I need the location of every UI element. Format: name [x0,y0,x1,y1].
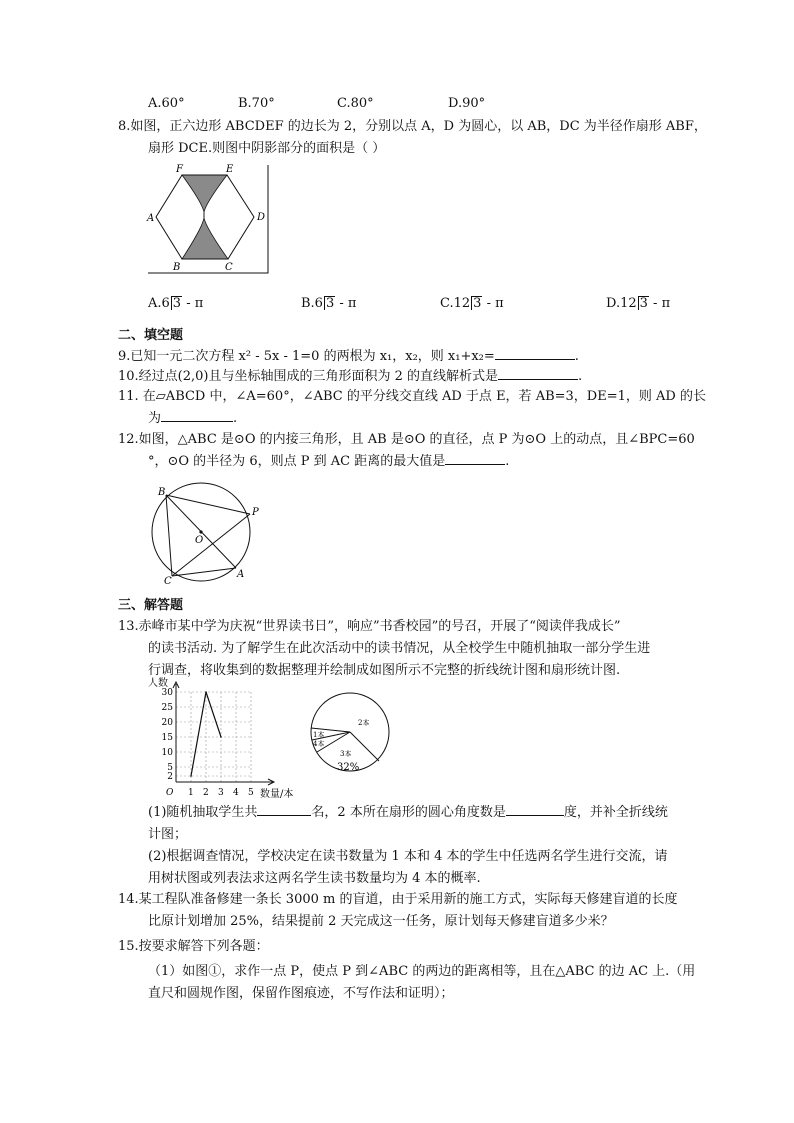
y-tick-label: 2 [167,772,173,782]
line-chart-xlabel: 数量/本 [260,789,294,800]
pie-label-4: 4本 [313,740,325,748]
label-a: A [147,213,155,224]
line-chart-point [190,775,192,777]
label-f: F [176,164,183,175]
y-tick-label: 10 [161,748,173,758]
q8-line1: 8.如图，正六边形 ABCDEF 的边长为 2，分别以点 A，D 为圆心，以 AB，DC 为半径作扇形 ABF， [118,119,707,134]
q13-sub1: (1)随机抽取学生共 名，2 本所在扇形的圆心角度数是 度，并补全折线统 [148,805,668,820]
q12-circle-figure [146,480,261,587]
q13-line2: 的读书活动. 为了解学生在此次活动中的读书情况，从全校学生中随机抽取一部分学生进 [148,641,651,656]
q7-option-a: A.60° [148,96,185,111]
q13-sub2-line2: 用树状图或列表法求这两名学生读书数量均为 4 本的概率. [148,871,481,886]
q11-line1: 11. 在▱ABCD 中，∠A=60°，∠ABC 的平分线交直线 AD 于点 E，若 AB=3，DE=1，则 AD 的长 [118,389,706,404]
label-c: C [225,262,233,273]
x-tick-label: 4 [233,788,239,798]
q15-line2: 直尺和圆规作图，保留作图痕迹，不写作法和证明）； [148,986,454,1001]
y-tick-label: 5 [167,763,173,773]
label-c: C [164,576,172,587]
x-tick-label: 5 [248,788,254,798]
q13-sub1-cont: 计图； [148,827,188,842]
q7-option-c: C.80° [337,96,374,111]
q13-line1: 13.赤峰市某中学为庆祝“世界读书日”，响应”书香校园”的号召，开展了“阅读伴我成长” [118,619,621,634]
q8-option-b: B.6 3 - π [301,296,357,311]
q10: 10.经过点(2,0)且与坐标轴围成的三角形面积为 2 的直线解析式是 . [118,369,583,384]
line-chart-point [205,691,207,693]
q12-line1: 12.如图，△ABC 是⊙O 的内接三角形，且 AB 是⊙O 的直径，点 P 为⊙O 上的动点，且∠BPC=60 [118,432,695,447]
q8-hexagon-figure [140,160,275,278]
q11-line2: 为 . [148,411,238,426]
q13-line3: 行调查，将收集到的数据整理并绘制成如图所示不完整的折线统计图和扇形统计图. [148,663,621,678]
label-b: B [173,262,181,273]
y-tick-label: 25 [161,703,173,713]
x-tick-label: 1 [188,788,194,798]
q8-option-d: D.12 3 - π [606,296,671,311]
line-chart-grid [176,692,251,782]
x-tick-label: 3 [218,788,224,798]
x-tick-label: 2 [203,788,209,798]
q13-sub2-line1: (2)根据调查情况，学校决定在读书数量为 1 本和 4 本的学生中任选两名学生进行交流，请 [148,849,668,864]
x-tick-label: O [166,788,174,798]
q9: 9.已知一元二次方程 x² - 5x - 1=0 的两根为 x₁，x₂，则 x₁+x₂= . [118,349,579,364]
q15-title: 15.按要求解答下列各题： [118,939,269,954]
pie-label-3: 3本 [340,750,352,758]
label-a: A [237,569,245,580]
label-o: O [195,535,204,546]
q15-line1: （1）如图①，求作一点 P，使点 P 到∠ABC 的两边的距离相等，且在△ABC 的边 AC 上.（用 [148,964,696,979]
q8-option-a: A.6 3 - π [148,296,204,311]
label-p: P [252,507,259,518]
line-chart-point [220,736,222,738]
q8-line2: 扇形 DCE.则图中阴影部分的面积是（ ） [148,141,386,156]
line-chart-axes [173,682,274,785]
pie-label-2: 2本 [358,719,370,727]
q12-line2: °，⊙O 的半径为 6，则点 P 到 AC 距离的最大值是 . [148,454,510,469]
section2-title: 二、填空题 [118,328,184,343]
q7-option-b: B.70° [238,96,275,111]
line-chart-ylabel: 人数 [148,678,168,689]
y-tick-label: 30 [161,688,173,698]
q14-line2: 比原计划增加 25%，结果提前 2 天完成这一任务，原计划每天修建盲道多少米？ [148,914,614,929]
q7-option-d: D.90° [448,96,486,111]
y-tick-label: 20 [161,718,173,728]
q14-line1: 14.某工程队准备修建一条长 3000 m 的盲道，由于采用新的施工方式，实际每天修建盲道的长度 [118,892,678,907]
pie-label-1: 1本 [313,731,325,739]
pie-annotation-32: 32% [337,762,360,773]
label-b: B [158,487,166,498]
q8-option-c: C.12 3 - π [440,296,504,311]
section3-title: 三、解答题 [118,598,184,613]
y-tick-label: 15 [161,733,173,743]
q13-pie-chart [306,688,394,780]
q8-shaded-region [182,175,228,259]
pie-boundary [350,732,379,761]
label-d: D [257,212,266,223]
q13-line-chart [148,676,294,800]
label-e: E [226,164,234,175]
